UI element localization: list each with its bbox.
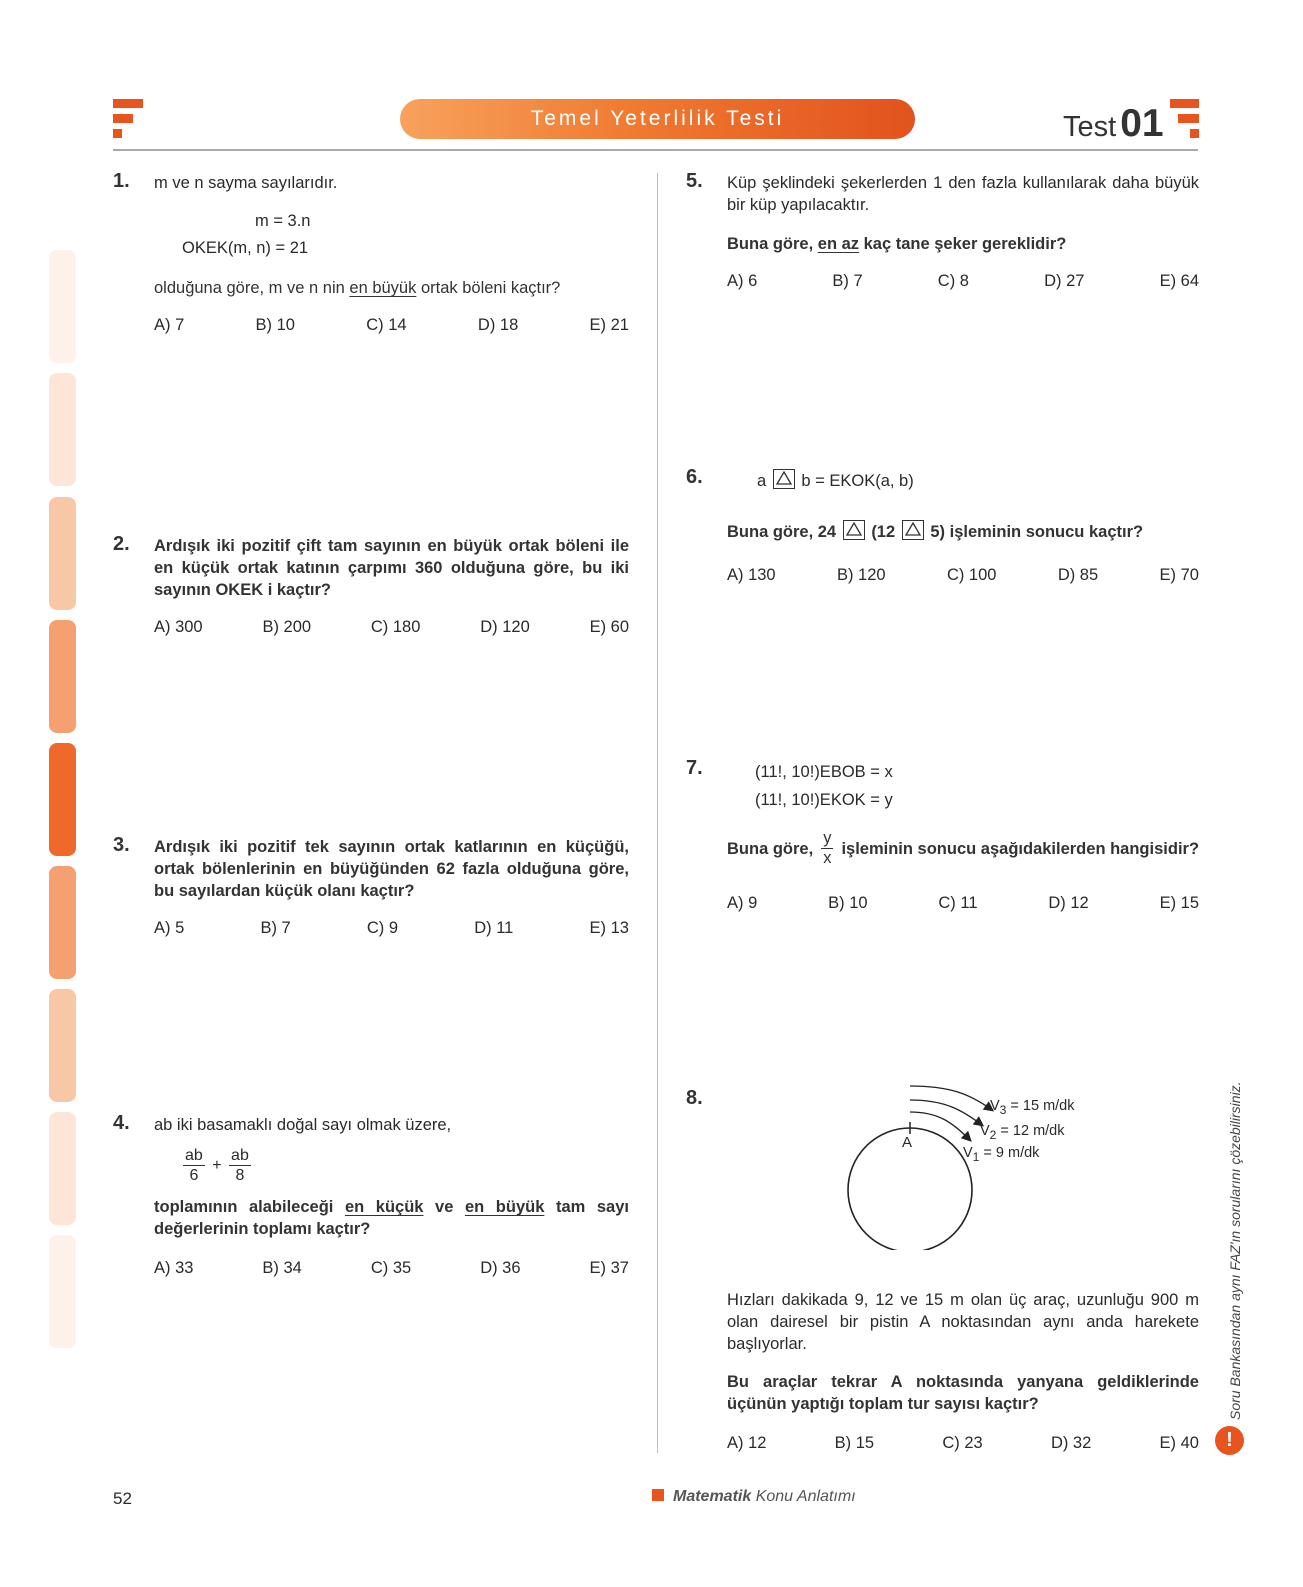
test-number: 01 — [1120, 102, 1164, 145]
side-tab — [49, 497, 76, 610]
book-title-bold: Matematik — [673, 1488, 752, 1505]
triangle-operator-icon — [773, 469, 795, 489]
option-b[interactable]: B) 10 — [828, 894, 868, 912]
option-d[interactable]: D) 120 — [480, 618, 530, 636]
label-value: = 15 m/dk — [1006, 1098, 1075, 1114]
answer-options — [154, 618, 629, 637]
equation: (11!, 10!)EBOB = x — [755, 763, 893, 781]
option-a[interactable]: A) 5 — [154, 919, 185, 937]
answer-options — [727, 566, 1199, 585]
fraction — [229, 1146, 251, 1185]
speed-label-v2 — [980, 1123, 1065, 1142]
question-stem: Ardışık iki pozitif çift tam sayının en büyük ortak böleni ile en küçük ortak katının çarpımı 360 olduğuna göre, bu iki sayının OKEK i kaçtır? — [154, 537, 629, 599]
question-intro: ab iki basamaklı doğal sayı olmak üzere, — [154, 1116, 452, 1134]
option-c[interactable]: C) 180 — [370, 618, 421, 636]
speed-label-v3 — [990, 1098, 1075, 1117]
stem-text: Buna göre, 24 — [727, 523, 837, 541]
question-stem — [727, 520, 1143, 543]
test-title-banner: Temel Yeterlilik Testi — [400, 99, 915, 139]
book-title — [652, 1488, 856, 1506]
stem-text: ortak böleni kaçtır? — [416, 279, 561, 297]
label-subscript: 3 — [999, 1102, 1007, 1117]
question-number: 6. — [686, 466, 703, 488]
question-number: 2. — [113, 533, 130, 555]
side-tab — [49, 866, 76, 979]
speed-label-v1 — [963, 1145, 1039, 1164]
stem-emphasis: en büyük — [464, 1198, 545, 1216]
option-a[interactable]: A) 33 — [154, 1259, 194, 1277]
denominator: 8 — [235, 1167, 245, 1184]
label-text: V — [980, 1123, 990, 1139]
test-number-label — [1063, 102, 1164, 146]
square-bullet-icon — [652, 1489, 664, 1501]
option-e[interactable]: E) 13 — [589, 919, 629, 937]
label-text: V — [990, 1098, 1000, 1114]
answer-options — [154, 316, 629, 335]
option-b[interactable]: B) 200 — [262, 618, 312, 636]
option-a[interactable]: A) 130 — [727, 566, 776, 584]
numerator: ab — [231, 1147, 249, 1164]
side-tab — [49, 620, 76, 733]
option-d[interactable]: D) 36 — [480, 1259, 521, 1277]
option-e[interactable]: E) 70 — [1159, 566, 1199, 584]
fraction — [821, 829, 833, 868]
stem-text: Buna göre, — [727, 235, 818, 253]
equation: OKEK(m, n) = 21 — [182, 239, 309, 257]
stem-text: ve — [423, 1198, 465, 1216]
plus-sign: + — [212, 1156, 222, 1174]
option-c[interactable]: C) 8 — [937, 272, 969, 290]
question-stem: Bu araçlar tekrar A noktasında yanyana geldiklerinde üçünün yaptığı toplam tur sayısı kaçtır? — [727, 1373, 1199, 1413]
option-b[interactable]: B) 7 — [260, 919, 291, 937]
page-number: 52 — [113, 1489, 132, 1508]
triangle-operator-icon — [843, 520, 865, 540]
operation-definition — [757, 469, 914, 492]
stem-emphasis: en küçük — [344, 1198, 424, 1216]
option-c[interactable]: C) 9 — [366, 919, 399, 937]
option-d[interactable]: D) 32 — [1050, 1434, 1092, 1452]
option-a[interactable]: A) 7 — [154, 316, 185, 334]
stem-text: işleminin sonucu aşağıdakilerden hangisidir? — [841, 839, 1200, 858]
side-note: Soru Bankasından aynı FAZ'ın sorularını çözebilirsiniz. — [1227, 1081, 1243, 1420]
label-value: = 9 m/dk — [979, 1145, 1040, 1161]
side-tab — [49, 1235, 76, 1348]
option-d[interactable]: D) 18 — [477, 316, 519, 334]
option-a[interactable]: A) 300 — [154, 618, 203, 636]
stem-emphasis: en az — [817, 235, 860, 253]
answer-options — [727, 1434, 1199, 1453]
denominator: 6 — [189, 1167, 199, 1184]
stem-text: Buna göre, — [727, 839, 814, 858]
question-number: 3. — [113, 834, 130, 856]
side-tab — [49, 743, 76, 856]
option-b[interactable]: B) 120 — [836, 566, 886, 584]
stem-text: olduğuna göre, m ve n nin — [154, 279, 350, 297]
stem-text: toplamının alabileceği — [154, 1198, 345, 1216]
operand: a — [757, 472, 767, 490]
question-intro: Küp şeklindeki şekerlerden 1 den fazla kullanılarak daha büyük bir küp yapılacaktır. — [727, 174, 1199, 214]
stem-text: 5) işleminin sonucu kaçtır? — [930, 523, 1144, 541]
point-label: A — [902, 1134, 913, 1151]
numerator: ab — [185, 1147, 203, 1164]
side-tab — [49, 373, 76, 486]
option-c[interactable]: C) 100 — [946, 566, 997, 584]
stem-text: tam sayı değerlerinin toplamı kaçtır? — [154, 1198, 629, 1238]
question-intro: Hızları dakikada 9, 12 ve 15 m olan üç araç, uzunluğu 900 m olan dairesel bir pistin A noktasından aynı anda harekete başlıyorlar. — [727, 1291, 1199, 1353]
option-c[interactable]: C) 11 — [938, 894, 978, 912]
option-e[interactable]: E) 64 — [1159, 272, 1199, 290]
answer-options — [727, 894, 1199, 913]
question-intro: m ve n sayma sayılarıdır. — [154, 174, 338, 192]
label-subscript: 2 — [989, 1127, 997, 1142]
fraction-expression — [183, 1146, 251, 1185]
triangle-operator-icon — [902, 520, 924, 540]
option-c[interactable]: C) 23 — [942, 1434, 983, 1452]
option-d[interactable]: D) 12 — [1048, 894, 1089, 912]
option-b[interactable]: B) 15 — [834, 1434, 875, 1452]
question-stem — [727, 233, 1066, 255]
answer-options — [154, 1259, 629, 1278]
column-divider — [657, 173, 658, 1453]
answer-options — [727, 272, 1199, 291]
option-d[interactable]: D) 27 — [1044, 272, 1085, 290]
label-text: V — [963, 1145, 973, 1161]
question-stem — [727, 829, 1199, 868]
equation: (11!, 10!)EKOK = y — [755, 791, 893, 809]
definition-rest: b = EKOK(a, b) — [801, 472, 914, 490]
question-number: 8. — [686, 1087, 703, 1109]
question-number: 7. — [686, 757, 703, 779]
question-number: 5. — [686, 170, 703, 192]
option-e[interactable]: E) 15 — [1159, 894, 1199, 912]
label-subscript: 1 — [972, 1149, 980, 1164]
option-e[interactable]: E) 37 — [589, 1259, 629, 1277]
denominator: x — [823, 849, 832, 867]
side-tab — [49, 989, 76, 1102]
side-tab — [49, 1112, 76, 1225]
option-c[interactable]: C) 14 — [366, 316, 407, 334]
label-value: = 12 m/dk — [996, 1123, 1065, 1139]
answer-options — [154, 919, 629, 938]
question-stem: Ardışık iki pozitif tek sayının ortak katlarının en küçüğü, ortak bölenlerinin en büyüğünden 62 fazla olduğuna göre, bu sayılardan küçük olanı kaçtır? — [154, 838, 629, 900]
option-b[interactable]: B) 34 — [262, 1259, 302, 1277]
option-a[interactable]: A) 6 — [727, 272, 758, 290]
equation: m = 3.n — [255, 212, 311, 230]
option-a[interactable]: A) 12 — [727, 1434, 767, 1452]
option-e[interactable]: E) 60 — [589, 618, 629, 636]
stem-emphasis: en büyük — [349, 279, 417, 297]
fraction — [183, 1146, 205, 1185]
numerator: y — [823, 829, 832, 847]
option-b[interactable]: B) 10 — [255, 316, 295, 334]
stem-text: (12 — [871, 523, 896, 541]
option-e[interactable]: E) 40 — [1159, 1434, 1199, 1452]
side-tab — [49, 250, 76, 363]
test-prefix: Test — [1063, 111, 1117, 143]
option-a[interactable]: A) 9 — [727, 894, 758, 912]
exclamation-icon: ! — [1215, 1426, 1244, 1455]
option-d[interactable]: D) 11 — [474, 919, 514, 937]
book-title-rest: Konu Anlatımı — [751, 1488, 856, 1505]
option-e[interactable]: E) 21 — [589, 316, 629, 334]
option-b[interactable]: B) 7 — [832, 272, 863, 290]
question-number: 4. — [113, 1112, 130, 1134]
question-number: 1. — [113, 170, 130, 192]
option-d[interactable]: D) 85 — [1057, 566, 1099, 584]
stem-text: kaç tane şeker gereklidir? — [859, 235, 1067, 253]
question-stem — [154, 1196, 629, 1240]
header-divider — [113, 149, 1198, 151]
question-stem — [154, 277, 560, 299]
option-c[interactable]: C) 35 — [370, 1259, 412, 1277]
